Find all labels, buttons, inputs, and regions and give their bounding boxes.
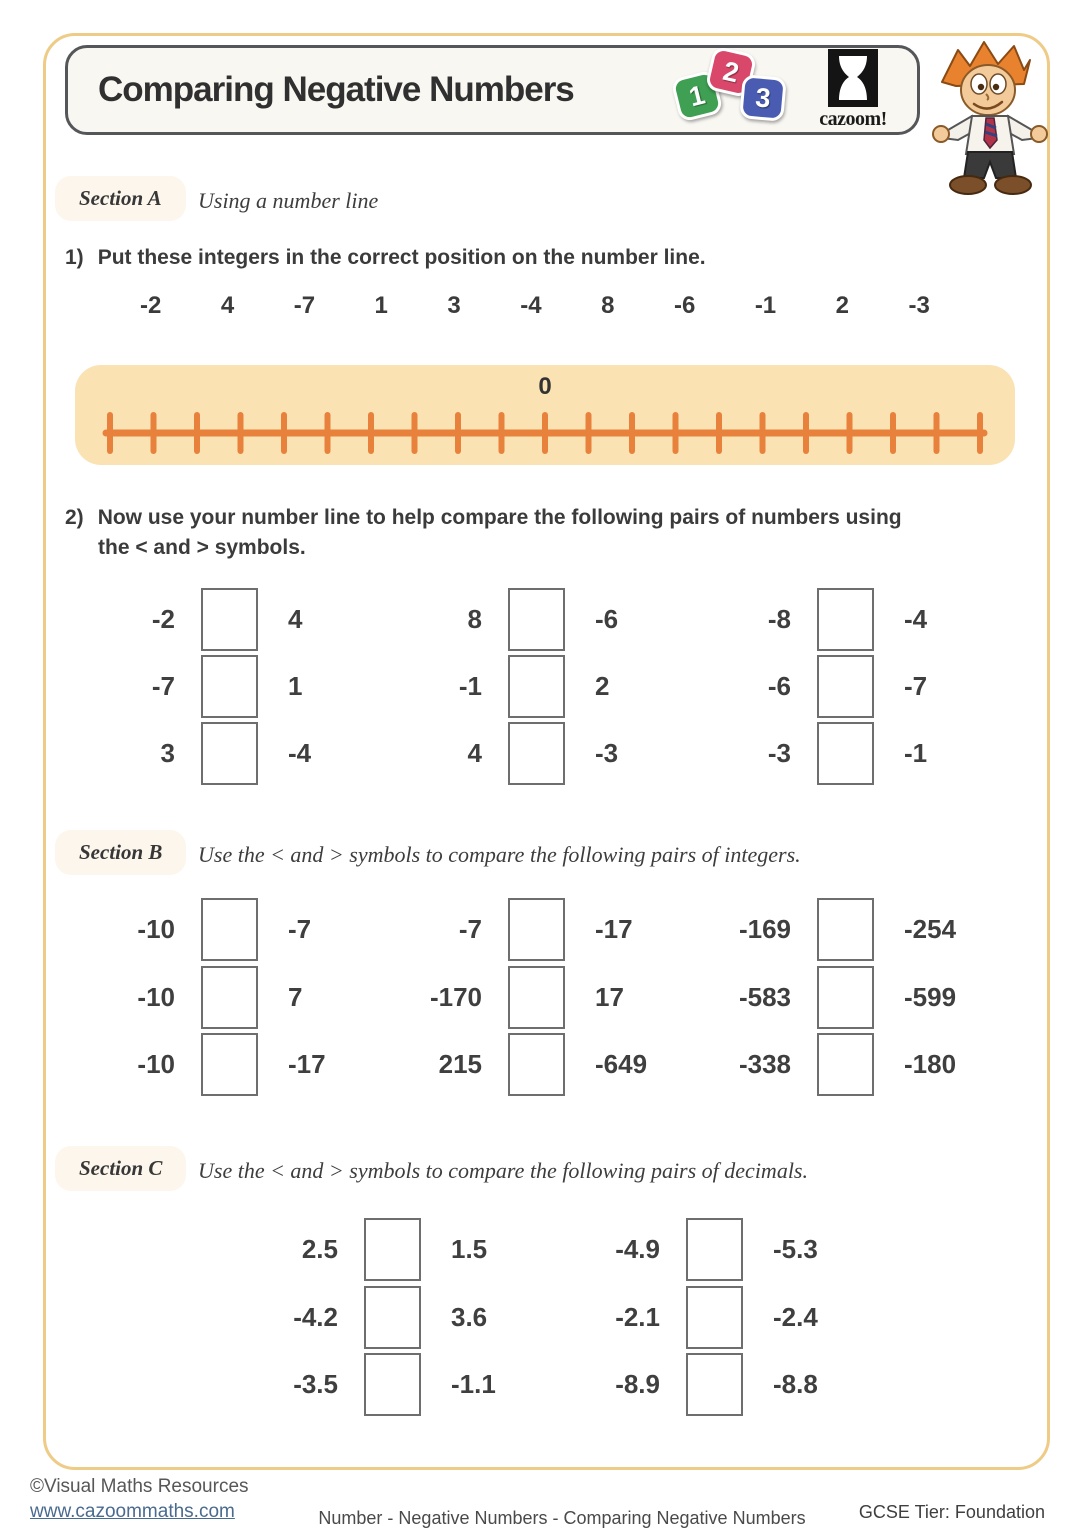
- pair-right-number: 7: [288, 982, 303, 1012]
- comparison-pair: [85, 722, 378, 785]
- mascot-character: [918, 38, 1066, 200]
- pair-left-number: -8.9: [615, 1369, 660, 1399]
- pair-right-number: -7: [288, 914, 312, 944]
- comparison-pair: [701, 588, 994, 651]
- pair-left-number: -10: [137, 914, 175, 944]
- pair-right-number: -2.4: [773, 1302, 818, 1332]
- answer-box[interactable]: [201, 966, 258, 1029]
- pair-left-number: -3.5: [293, 1369, 338, 1399]
- number-line-svg: [75, 365, 1015, 465]
- comparison-pair: [570, 1353, 863, 1416]
- question-1-text: Put these integers in the correct position on the number line.: [97, 246, 706, 269]
- pair-right-number: 17: [595, 982, 624, 1012]
- cazoom-goblet-icon: [828, 49, 878, 107]
- integer-item: -4: [520, 292, 542, 319]
- pair-left-number: -4.2: [293, 1302, 338, 1332]
- question-1-number: 1): [65, 246, 84, 269]
- answer-box[interactable]: [508, 1033, 565, 1096]
- cazoom-wordmark: cazoom!: [819, 108, 887, 130]
- answer-box[interactable]: [817, 966, 874, 1029]
- comparison-pair: [392, 588, 685, 651]
- comparison-pair: [85, 588, 378, 651]
- pair-left-number: -7: [458, 914, 482, 944]
- answer-box[interactable]: [817, 1033, 874, 1096]
- integer-item: 8: [601, 292, 615, 319]
- integer-item: -2: [140, 292, 162, 319]
- integer-item: -6: [673, 292, 696, 319]
- question-2: [65, 506, 902, 530]
- answer-box[interactable]: [201, 588, 258, 651]
- comparison-pair: [85, 1033, 378, 1096]
- comparison-pair: [701, 655, 994, 718]
- comparison-pair: [570, 1218, 863, 1281]
- comparison-pair: [701, 898, 994, 961]
- question-1: [65, 246, 706, 270]
- comparison-pair: [701, 966, 994, 1029]
- integer-item: 1: [374, 292, 388, 319]
- comparison-pair: [392, 655, 685, 718]
- pair-left-number: -10: [137, 1049, 175, 1079]
- section-a-description: Using a number line: [198, 188, 379, 213]
- number-line-strip: [75, 365, 1015, 465]
- pair-left-number: -2.1: [615, 1302, 660, 1332]
- logo-digit-1: 1: [670, 69, 723, 122]
- answer-box[interactable]: [201, 898, 258, 961]
- answer-box[interactable]: [364, 1218, 421, 1281]
- pair-left-number: -8: [767, 604, 791, 634]
- logo-digit-2: 2: [705, 46, 758, 99]
- pair-left-number: 4: [467, 738, 482, 768]
- cazoom-logo: [809, 49, 897, 131]
- pair-right-number: 4: [288, 604, 303, 634]
- answer-box[interactable]: [686, 1286, 743, 1349]
- pair-left-number: -338: [738, 1049, 791, 1079]
- pair-left-number: 215: [438, 1049, 482, 1079]
- integer-item: 4: [220, 292, 235, 319]
- pair-left-number: -583: [738, 982, 791, 1012]
- comparison-pair: [85, 966, 378, 1029]
- pair-left-number: -170: [429, 982, 482, 1012]
- pair-left-number: 8: [467, 604, 482, 634]
- comparison-pair: [392, 1033, 685, 1096]
- answer-box[interactable]: [686, 1218, 743, 1281]
- question-2-text-line2: the < and > symbols.: [98, 536, 306, 559]
- pair-right-number: -8.8: [773, 1369, 818, 1399]
- one-two-three-logo-icon: [675, 50, 787, 130]
- pair-left-number: -3: [767, 738, 791, 768]
- pair-right-number: -649: [595, 1049, 648, 1079]
- integer-item: 2: [835, 292, 850, 319]
- answer-box[interactable]: [508, 588, 565, 651]
- pair-right-number: -4: [288, 738, 312, 768]
- comparison-pair: [701, 1033, 994, 1096]
- section-c-label: Section C: [55, 1146, 186, 1191]
- pair-left-number: -6: [767, 671, 791, 701]
- comparison-pair: [248, 1353, 541, 1416]
- answer-box[interactable]: [364, 1353, 421, 1416]
- section-b-label: Section B: [55, 830, 186, 875]
- integer-item: 3: [447, 292, 461, 319]
- comparison-pair: [392, 722, 685, 785]
- pair-right-number: -4: [904, 604, 928, 634]
- answer-box[interactable]: [508, 655, 565, 718]
- section-a-label: Section A: [55, 176, 186, 221]
- comparison-pair: [392, 898, 685, 961]
- answer-box[interactable]: [201, 722, 258, 785]
- logo-digit-3: 3: [739, 74, 787, 122]
- pair-right-number: -599: [904, 982, 957, 1012]
- answer-box[interactable]: [201, 655, 258, 718]
- pair-left-number: 3: [160, 738, 175, 768]
- answer-box[interactable]: [508, 898, 565, 961]
- pair-left-number: -2: [151, 604, 175, 634]
- section-c-description: Use the < and > symbols to compare the following pairs of decimals.: [198, 1158, 808, 1183]
- integer-list: [140, 292, 930, 320]
- pair-right-number: 2: [595, 671, 610, 701]
- pair-left-number: -7: [151, 671, 175, 701]
- answer-box[interactable]: [817, 898, 874, 961]
- comparison-pair: [248, 1286, 541, 1349]
- answer-box[interactable]: [817, 588, 874, 651]
- pair-right-number: -7: [904, 671, 928, 701]
- integer-item: -7: [293, 292, 316, 319]
- pair-right-number: -6: [595, 604, 619, 634]
- pair-right-number: 3.6: [451, 1302, 488, 1332]
- comparison-pair: [85, 898, 378, 961]
- tier-label: GCSE Tier: Foundation: [858, 1502, 1045, 1522]
- pair-left-number: -4.9: [615, 1234, 660, 1264]
- answer-box[interactable]: [686, 1353, 743, 1416]
- comparison-pair: [701, 722, 994, 785]
- page-title: Comparing Negative Numbers: [98, 70, 574, 109]
- answer-box[interactable]: [817, 655, 874, 718]
- pair-right-number: 1.5: [451, 1234, 488, 1264]
- answer-box[interactable]: [364, 1286, 421, 1349]
- answer-box[interactable]: [817, 722, 874, 785]
- pair-left-number: -10: [137, 982, 175, 1012]
- pair-right-number: -1: [904, 738, 928, 768]
- pair-left-number: -1: [458, 671, 482, 701]
- pair-right-number: -254: [904, 914, 957, 944]
- answer-box[interactable]: [508, 966, 565, 1029]
- pair-right-number: -1.1: [451, 1369, 496, 1399]
- pair-right-number: -180: [904, 1049, 957, 1079]
- website-link[interactable]: www.cazoommaths.com: [30, 1501, 235, 1522]
- topic-breadcrumb: Number - Negative Numbers - Comparing Negative Numbers: [318, 1508, 806, 1528]
- pair-left-number: -169: [738, 914, 791, 944]
- pair-right-number: -17: [288, 1049, 326, 1079]
- pair-right-number: -3: [595, 738, 619, 768]
- copyright-text: ©Visual Maths Resources: [30, 1476, 249, 1497]
- answer-box[interactable]: [508, 722, 565, 785]
- question-2-number: 2): [65, 506, 84, 529]
- section-b-description: Use the < and > symbols to compare the following pairs of integers.: [198, 842, 801, 867]
- pair-right-number: -5.3: [773, 1234, 818, 1264]
- pair-right-number: -17: [595, 914, 633, 944]
- integer-item: -1: [754, 292, 777, 319]
- answer-box[interactable]: [201, 1033, 258, 1096]
- comparison-pair: [248, 1218, 541, 1281]
- pair-left-number: 2.5: [301, 1234, 338, 1264]
- worksheet-header: [65, 45, 920, 135]
- question-2-text-line1: Now use your number line to help compare the following pairs of numbers using: [97, 506, 902, 529]
- comparison-pair: [570, 1286, 863, 1349]
- pair-right-number: 1: [288, 671, 303, 701]
- number-line-zero-label: 0: [538, 373, 552, 400]
- comparison-pair: [392, 966, 685, 1029]
- comparison-pair: [85, 655, 378, 718]
- integer-item: -3: [908, 292, 930, 319]
